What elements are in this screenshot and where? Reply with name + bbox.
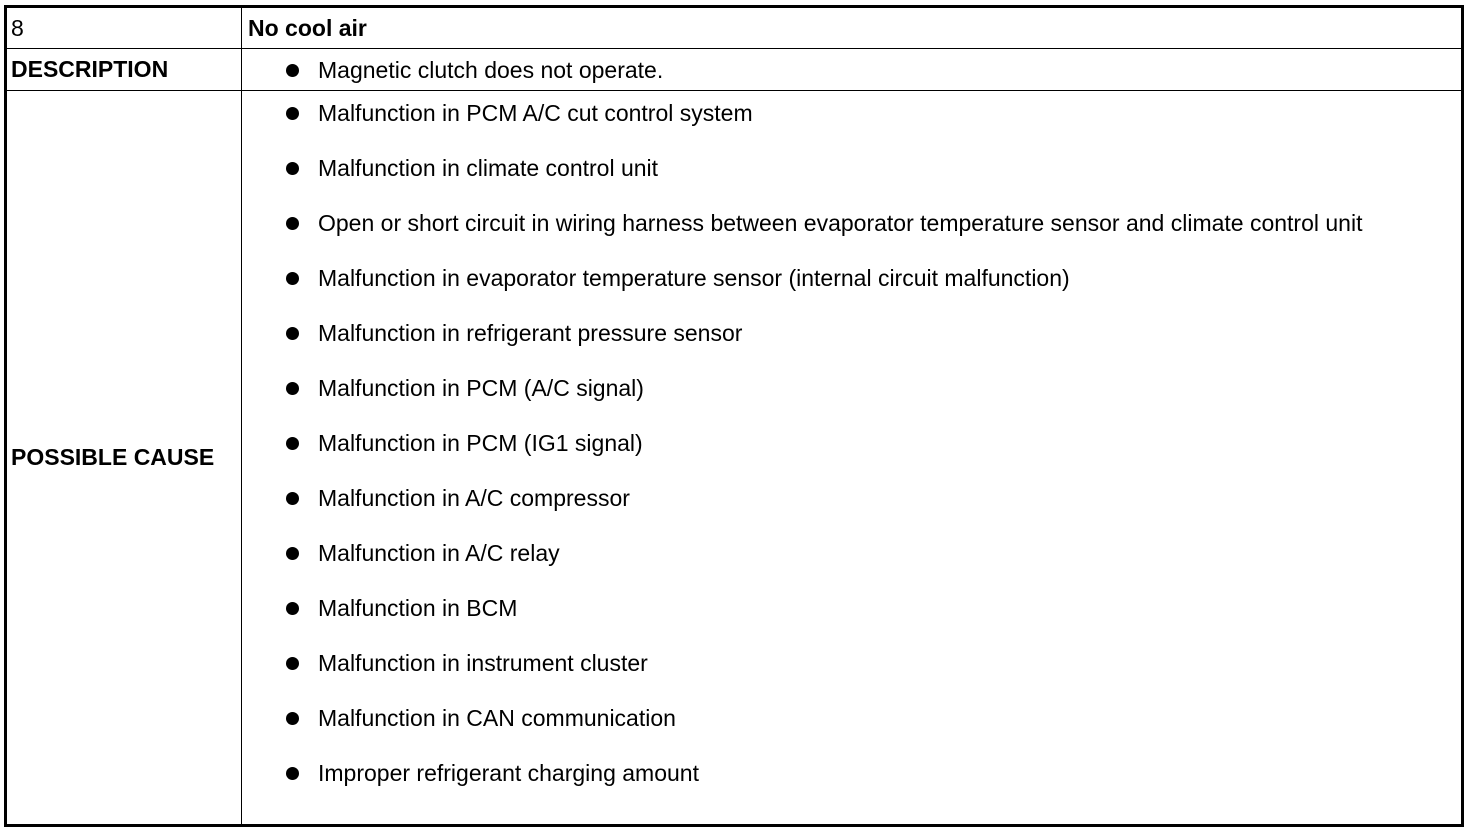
- cause-text: Malfunction in A/C relay: [318, 540, 560, 566]
- description-item: [242, 55, 1461, 85]
- possible-cause-label: POSSIBLE CAUSE: [7, 91, 242, 825]
- cause-item: [242, 483, 1461, 513]
- description-list: [242, 55, 1461, 85]
- cause-item: [242, 593, 1461, 623]
- cause-text: Malfunction in instrument cluster: [318, 650, 648, 676]
- bullet-icon: [286, 272, 299, 285]
- cause-item: [242, 98, 1461, 128]
- bullet-icon: [286, 602, 299, 615]
- cause-text: Malfunction in PCM (IG1 signal): [318, 430, 643, 456]
- cause-text: Malfunction in PCM (A/C signal): [318, 375, 644, 401]
- cause-text: Improper refrigerant charging amount: [318, 760, 699, 786]
- bullet-icon: [286, 712, 299, 725]
- bullet-icon: [286, 657, 299, 670]
- cause-item: [242, 263, 1461, 293]
- cause-text: Malfunction in refrigerant pressure sensor: [318, 320, 743, 346]
- cause-item: [242, 538, 1461, 568]
- bullet-icon: [286, 547, 299, 560]
- description-row: [7, 49, 1461, 91]
- cause-item: [242, 703, 1461, 733]
- troubleshooting-table: [4, 5, 1464, 827]
- description-cell: [242, 49, 1462, 91]
- cause-text: Malfunction in climate control unit: [318, 155, 659, 181]
- cause-text: Malfunction in CAN communication: [318, 705, 676, 731]
- bullet-icon: [286, 107, 299, 120]
- cause-text: Malfunction in BCM: [318, 595, 518, 621]
- cause-item: [242, 758, 1461, 788]
- bullet-icon: [286, 64, 299, 77]
- possible-cause-cell: [242, 91, 1462, 825]
- cause-text: Malfunction in A/C compressor: [318, 485, 630, 511]
- header-row: [7, 8, 1461, 49]
- bullet-icon: [286, 162, 299, 175]
- cause-text: Open or short circuit in wiring harness between evaporator temperature sensor and climate control unit: [318, 210, 1363, 236]
- symptom-title: No cool air: [242, 8, 1462, 49]
- bullet-icon: [286, 217, 299, 230]
- cause-item: [242, 318, 1461, 348]
- possible-cause-row: [7, 91, 1461, 825]
- description-label: DESCRIPTION: [7, 49, 242, 91]
- bullet-icon: [286, 327, 299, 340]
- cause-text: Malfunction in PCM A/C cut control system: [318, 100, 753, 126]
- cause-item: [242, 373, 1461, 403]
- bullet-icon: [286, 767, 299, 780]
- cause-item: [242, 208, 1461, 238]
- cause-item: [242, 648, 1461, 678]
- description-text: Magnetic clutch does not operate.: [318, 56, 664, 83]
- bullet-icon: [286, 492, 299, 505]
- cause-text: Malfunction in evaporator temperature sensor (internal circuit malfunction): [318, 265, 1070, 291]
- cause-item: [242, 153, 1461, 183]
- possible-cause-list: [242, 91, 1461, 788]
- bullet-icon: [286, 382, 299, 395]
- cause-item: [242, 428, 1461, 458]
- bullet-icon: [286, 437, 299, 450]
- symptom-number: 8: [7, 8, 242, 49]
